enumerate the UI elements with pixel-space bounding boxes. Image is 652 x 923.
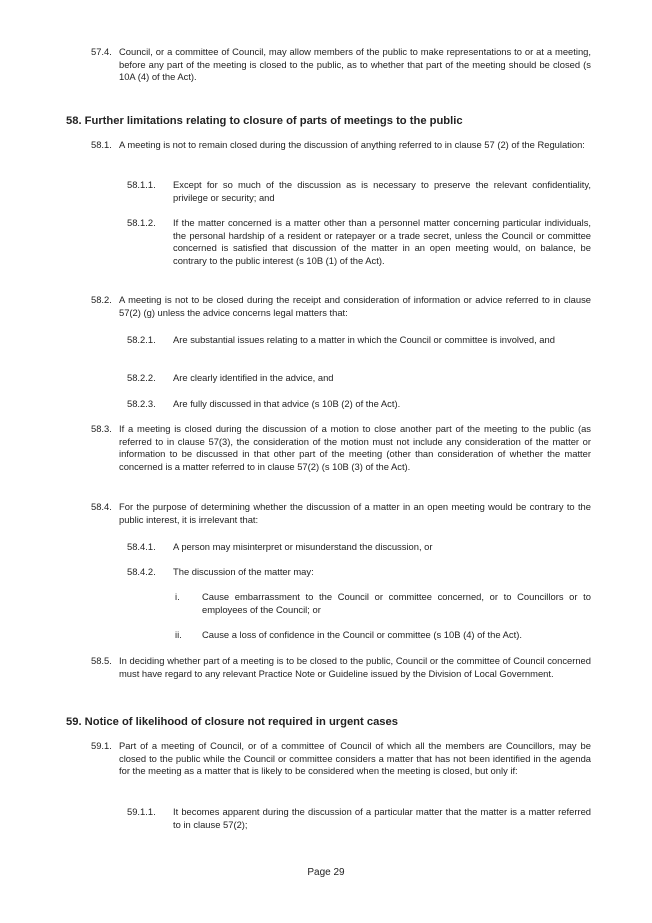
clause-number: 58.2. [91,294,112,305]
clause-number: 58.2.1. [127,334,156,345]
clause-text: It becomes apparent during the discussion of a particular matter that the matter is a matter referred to in clause 57(2); [173,806,591,830]
clause-number: 58.1. [91,139,112,150]
clause-text: A meeting is not to remain closed during the discussion of anything referred to in clause 57 (2) of the Regulation: [119,139,585,150]
clause-text: Are fully discussed in that advice (s 10B (2) of the Act). [173,398,401,409]
clause-text: In deciding whether part of a meeting is to be closed to the public, Council or the committee of Council concerned must have regard to any relevant Practice Note or Guideline issued by the Division of Local Government. [119,655,591,679]
clause-text: Cause a loss of confidence in the Council or committee (s 10B (4) of the Act). [202,629,522,640]
clause-number: 58.4.2. [127,566,156,577]
clause-number: 57.4. [91,46,112,57]
clause-number: 58.4. [91,501,112,512]
clause-text: If the matter concerned is a matter other than a personnel matter concerning particular individuals, the personal hardship of a resident or ratepayer or a trade secret, unless the Council or committee concerned is satisfied that discussion of the matter in an open meeting would, on balance, be contrary to the public interest (s 10B (1) of the Act). [173,217,591,266]
clause-number: i. [175,591,180,602]
clause-number: 58.4.1. [127,541,156,552]
clause-text: The discussion of the matter may: [173,566,314,577]
clause-text: For the purpose of determining whether the discussion of a matter in an open meeting would be contrary to the public interest, it is irrelevant that: [119,501,591,525]
clause-number: 58.2.3. [127,398,156,409]
clause-number: 58.5. [91,655,112,666]
clause-text: If a meeting is closed during the discussion of a motion to close another part of the meeting to the public (as referred to in clause 57(3), the consideration of the motion must not include any consideration of the matter or information to be discussed in that other part of the meeting (other than consideration of whether the matter concerned is a matter referred to in clause 57(2) (s 10B (3) of the Act). [119,423,591,472]
clause-number: ii. [175,629,182,640]
clause-number: 59.1.1. [127,806,156,817]
clause-number: 58.3. [91,423,112,434]
clause-number: 59.1. [91,740,112,751]
page-number: Page 29 [307,867,345,878]
clause-text: Council, or a committee of Council, may allow members of the public to make representations to or at a meeting, before any part of the meeting is closed to the public, as to whether that part of the meeting should be closed (s 10A (4) of the Act). [119,46,591,83]
clause-text: Except for so much of the discussion as is necessary to preserve the relevant confidentiality, privilege or security; and [173,179,591,203]
clause-text: Are substantial issues relating to a matter in which the Council or committee is involved, and [173,334,555,345]
clause-text: Cause embarrassment to the Council or committee concerned, or to Councillors or to employees of the Council; or [202,591,591,615]
clause-number: 58.1.2. [127,217,156,228]
clause-text: Are clearly identified in the advice, and [173,372,334,383]
clause-text: A person may misinterpret or misunderstand the discussion, or [173,541,433,552]
section-heading: 58. Further limitations relating to closure of parts of meetings to the public [66,115,463,127]
section-heading: 59. Notice of likelihood of closure not required in urgent cases [66,716,398,728]
clause-text: A meeting is not to be closed during the receipt and consideration of information or advice referred to in clause 57(2) (g) unless the advice concerns legal matters that: [119,294,591,318]
clause-text: Part of a meeting of Council, or of a committee of Council of which all the members are Councillors, may be closed to the public while the Council or committee considers a matter that has not been identified in the agenda for the meeting as a matter that is likely to be considered when the meeting is closed, but only if: [119,740,591,777]
clause-number: 58.2.2. [127,372,156,383]
clause-number: 58.1.1. [127,179,156,190]
